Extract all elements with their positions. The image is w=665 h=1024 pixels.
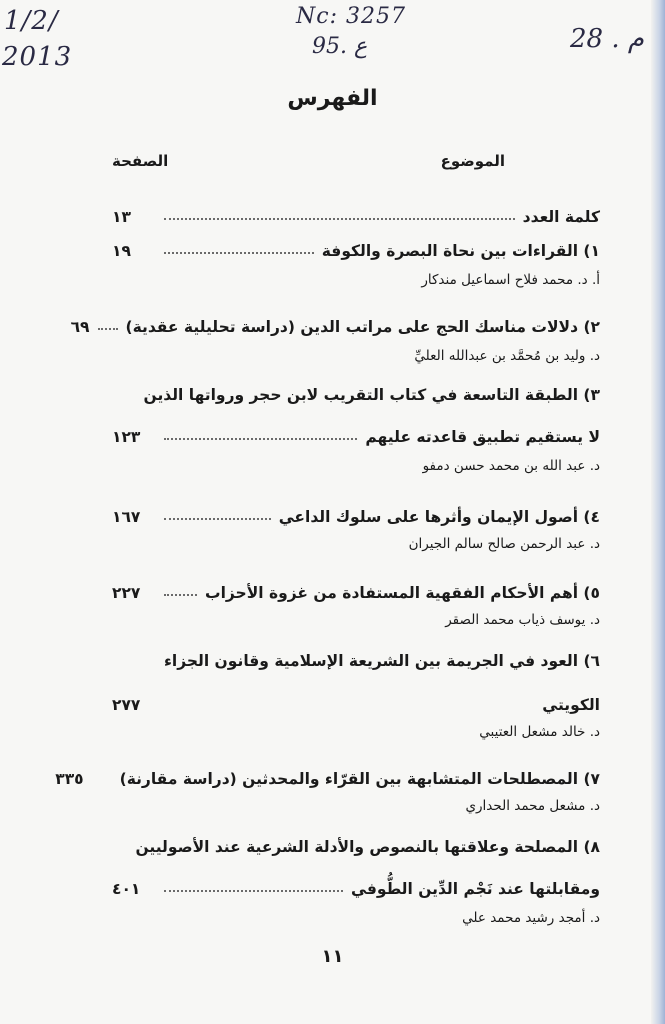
toc-entry <box>55 758 600 790</box>
entry-author: د. عبد الله بن محمد حسن دمفو <box>422 458 600 474</box>
entry-title: لا يستقيم تطبيق قاعدته عليهم <box>365 428 600 446</box>
page-edge <box>651 0 665 1024</box>
entry-title-line: ٦) العود في الجريمة بين الشريعة الإسلامية وقانون الجزاء <box>163 652 600 670</box>
entry-page: ١٩ <box>112 242 131 260</box>
entry-author: أ. د. محمد فلاح اسماعيل مندكار <box>421 272 600 288</box>
leader-dots <box>164 438 357 440</box>
toc-entry <box>112 572 600 604</box>
leader-dots <box>164 594 197 596</box>
leader-dots <box>164 252 314 254</box>
leader-dots <box>164 518 271 520</box>
page-number: ١١ <box>321 946 344 967</box>
entry-page: ٢٢٧ <box>112 584 141 602</box>
entry-page: ٣٣٥ <box>55 770 84 788</box>
subject-column-header: الموضوع <box>440 152 505 170</box>
entry-author: د. أمجد رشيد محمد علي <box>462 910 600 926</box>
entry-title: ٤) أصول الإيمان وأثرها على سلوك الداعي <box>278 508 600 526</box>
leader-dots <box>164 890 343 892</box>
page-title: الفهرس <box>287 86 378 111</box>
entry-title: ومقابلتها عند نَجْم الدِّين الطُّوفي <box>351 880 600 898</box>
entry-author: د. خالد مشعل العتيبي <box>479 724 600 740</box>
toc-entry <box>112 416 600 448</box>
entry-title: ٢) دلالات مناسك الحج على مراتب الدين (دراسة تحليلية عقدية) <box>125 318 600 336</box>
toc-entry <box>112 230 600 262</box>
entry-title-line: ٨) المصلحة وعلاقتها بالنصوص والأدلة الشرعية عند الأصوليين <box>135 838 600 856</box>
entry-title-line: ٣) الطبقة التاسعة في كتاب التقريب لابن حجر ورواتها الذين <box>143 386 600 404</box>
entry-page: ٤٠١ <box>112 880 141 898</box>
entry-title: كلمة العدد <box>522 208 600 226</box>
handwritten-date-year: 2013 <box>2 42 73 72</box>
toc-entry <box>112 496 600 528</box>
toc-entry <box>112 196 600 228</box>
entry-author: د. يوسف ذياب محمد الصقر <box>445 612 600 628</box>
entry-page: ١٦٧ <box>112 508 141 526</box>
entry-author: د. مشعل محمد الحداري <box>465 798 600 814</box>
handwritten-page-note: 28 . م <box>570 24 644 54</box>
entry-title: ٧) المصطلحات المتشابهة بين القرّاء والمحدثين (دراسة مقارنة) <box>119 770 600 788</box>
handwritten-call-number: Nc: 3257 <box>296 4 406 29</box>
leader-dots <box>164 218 515 220</box>
toc-entry <box>112 868 600 900</box>
entry-page: ٦٩ <box>70 318 90 336</box>
page-column-header: الصفحة <box>112 152 169 170</box>
toc-entry <box>112 684 600 716</box>
toc-entry <box>70 306 600 338</box>
entry-title: ١) القراءات بين نحاة البصرة والكوفة <box>321 242 600 260</box>
handwritten-volume: 95. ع <box>312 34 368 59</box>
entry-author: د. وليد بن مُحمَّد بن عبدالله العليِّ <box>414 348 600 364</box>
entry-author: د. عبد الرحمن صالح سالم الجيران <box>408 536 600 552</box>
entry-title: ٥) أهم الأحكام الفقهية المستفادة من غزوة الأحزاب <box>205 584 600 602</box>
entry-page: ١٣ <box>112 208 131 226</box>
entry-page: ١٢٣ <box>112 428 141 446</box>
handwritten-date-day: 1/2/ <box>4 6 59 36</box>
leader-space <box>164 706 534 708</box>
leader-space <box>92 780 112 782</box>
entry-page: ٢٧٧ <box>112 696 141 714</box>
entry-title: الكويتي <box>542 696 600 714</box>
leader-dots <box>98 328 118 330</box>
